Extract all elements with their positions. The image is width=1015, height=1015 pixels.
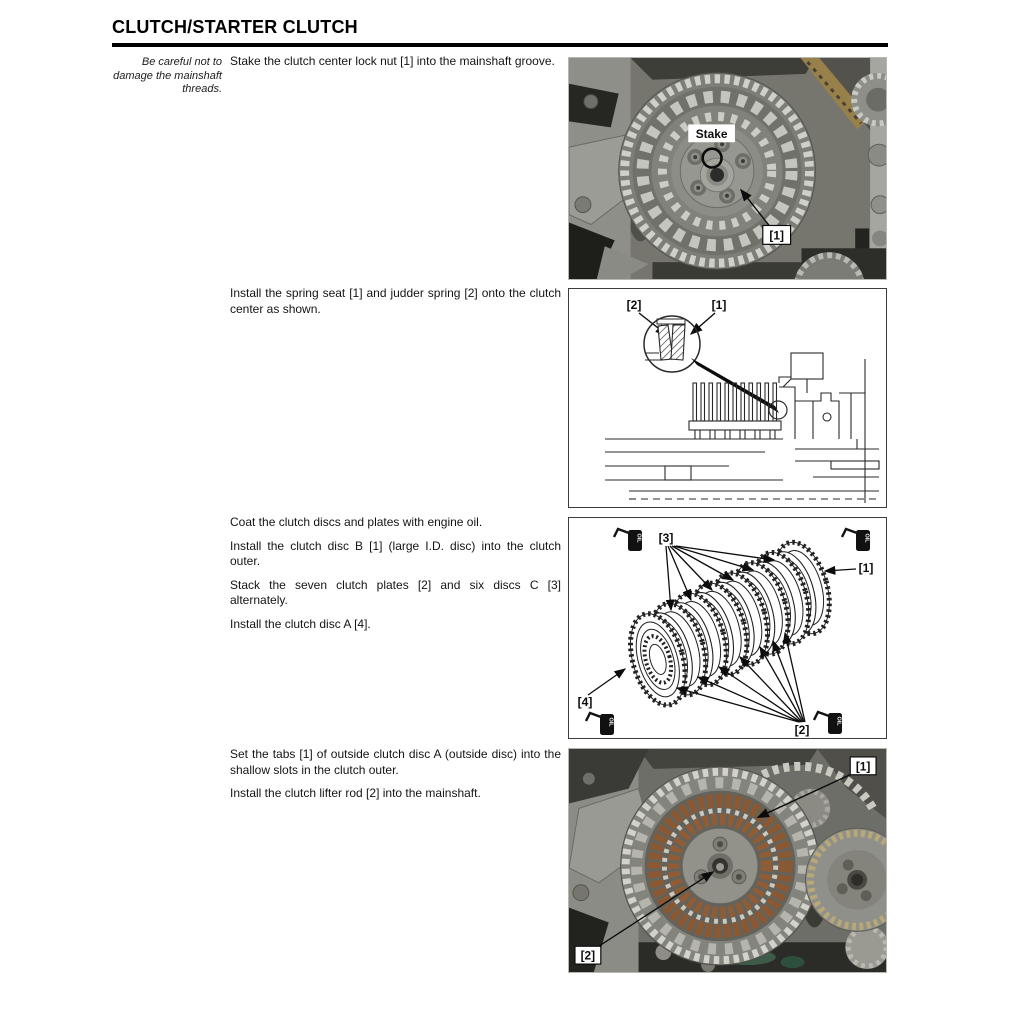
callout-4-label: [4]	[577, 695, 593, 709]
title-underline	[112, 43, 888, 47]
figure-judder-spring-drawing	[568, 288, 887, 508]
callout-2-label: [2]	[580, 948, 596, 963]
instruction-block-discs	[230, 515, 561, 640]
margin-caution-note: Be careful not to damage the mainshaft threads.	[113, 56, 222, 95]
stake-label: Stake	[695, 126, 728, 141]
callout-1-label: [1]	[855, 759, 871, 774]
disc-stack-illustration	[569, 518, 886, 738]
page-title: CLUTCH/STARTER CLUTCH	[112, 17, 358, 37]
instruction-paragraph: Stake the clutch center lock nut [1] into the mainshaft groove.	[230, 54, 555, 68]
callout-stake	[688, 124, 735, 142]
instruction-paragraph: Install the spring seat [1] and judder spring [2] onto the clutch center as shown.	[230, 286, 561, 316]
clutch-stake-illustration	[569, 58, 886, 279]
clutch-lifter-illustration	[569, 749, 886, 972]
instruction-paragraph: Stack the seven clutch plates [2] and six discs C [3] alternately.	[230, 577, 561, 607]
lifter-rod-tip	[716, 863, 724, 871]
callout-1-label: [1]	[711, 298, 727, 312]
figure-lifter-rod-photo	[568, 748, 887, 973]
instruction-paragraph: Install the clutch lifter rod [2] into the mainshaft.	[230, 786, 481, 800]
callout-2-label: [2]	[794, 723, 810, 737]
instruction-paragraph: Install the clutch disc B [1] (large I.D. disc) into the clutch outer.	[230, 538, 561, 568]
instruction-block-stake	[230, 54, 561, 78]
instruction-paragraph: Install the clutch disc A [4].	[230, 616, 371, 631]
instruction-block-judder-spring	[230, 286, 561, 325]
instruction-paragraph: Set the tabs [1] of outside clutch disc A (outside disc) into the shallow slots in the clutch outer.	[230, 747, 561, 777]
judder-spring-illustration	[569, 289, 886, 507]
figure-stake-photo	[568, 57, 887, 280]
callout-1-label: [1]	[769, 228, 784, 243]
spring-seat-section	[671, 325, 685, 360]
figure-disc-stack-drawing	[568, 517, 887, 739]
callout-2-label: [2]	[626, 298, 642, 312]
instruction-paragraph: Coat the clutch discs and plates with engine oil.	[230, 515, 483, 529]
instruction-block-tabs-lifter-rod	[230, 747, 561, 810]
callout-3-label: [3]	[658, 531, 674, 545]
clutch-assembly	[621, 767, 820, 965]
callout-1-label: [1]	[858, 561, 874, 575]
